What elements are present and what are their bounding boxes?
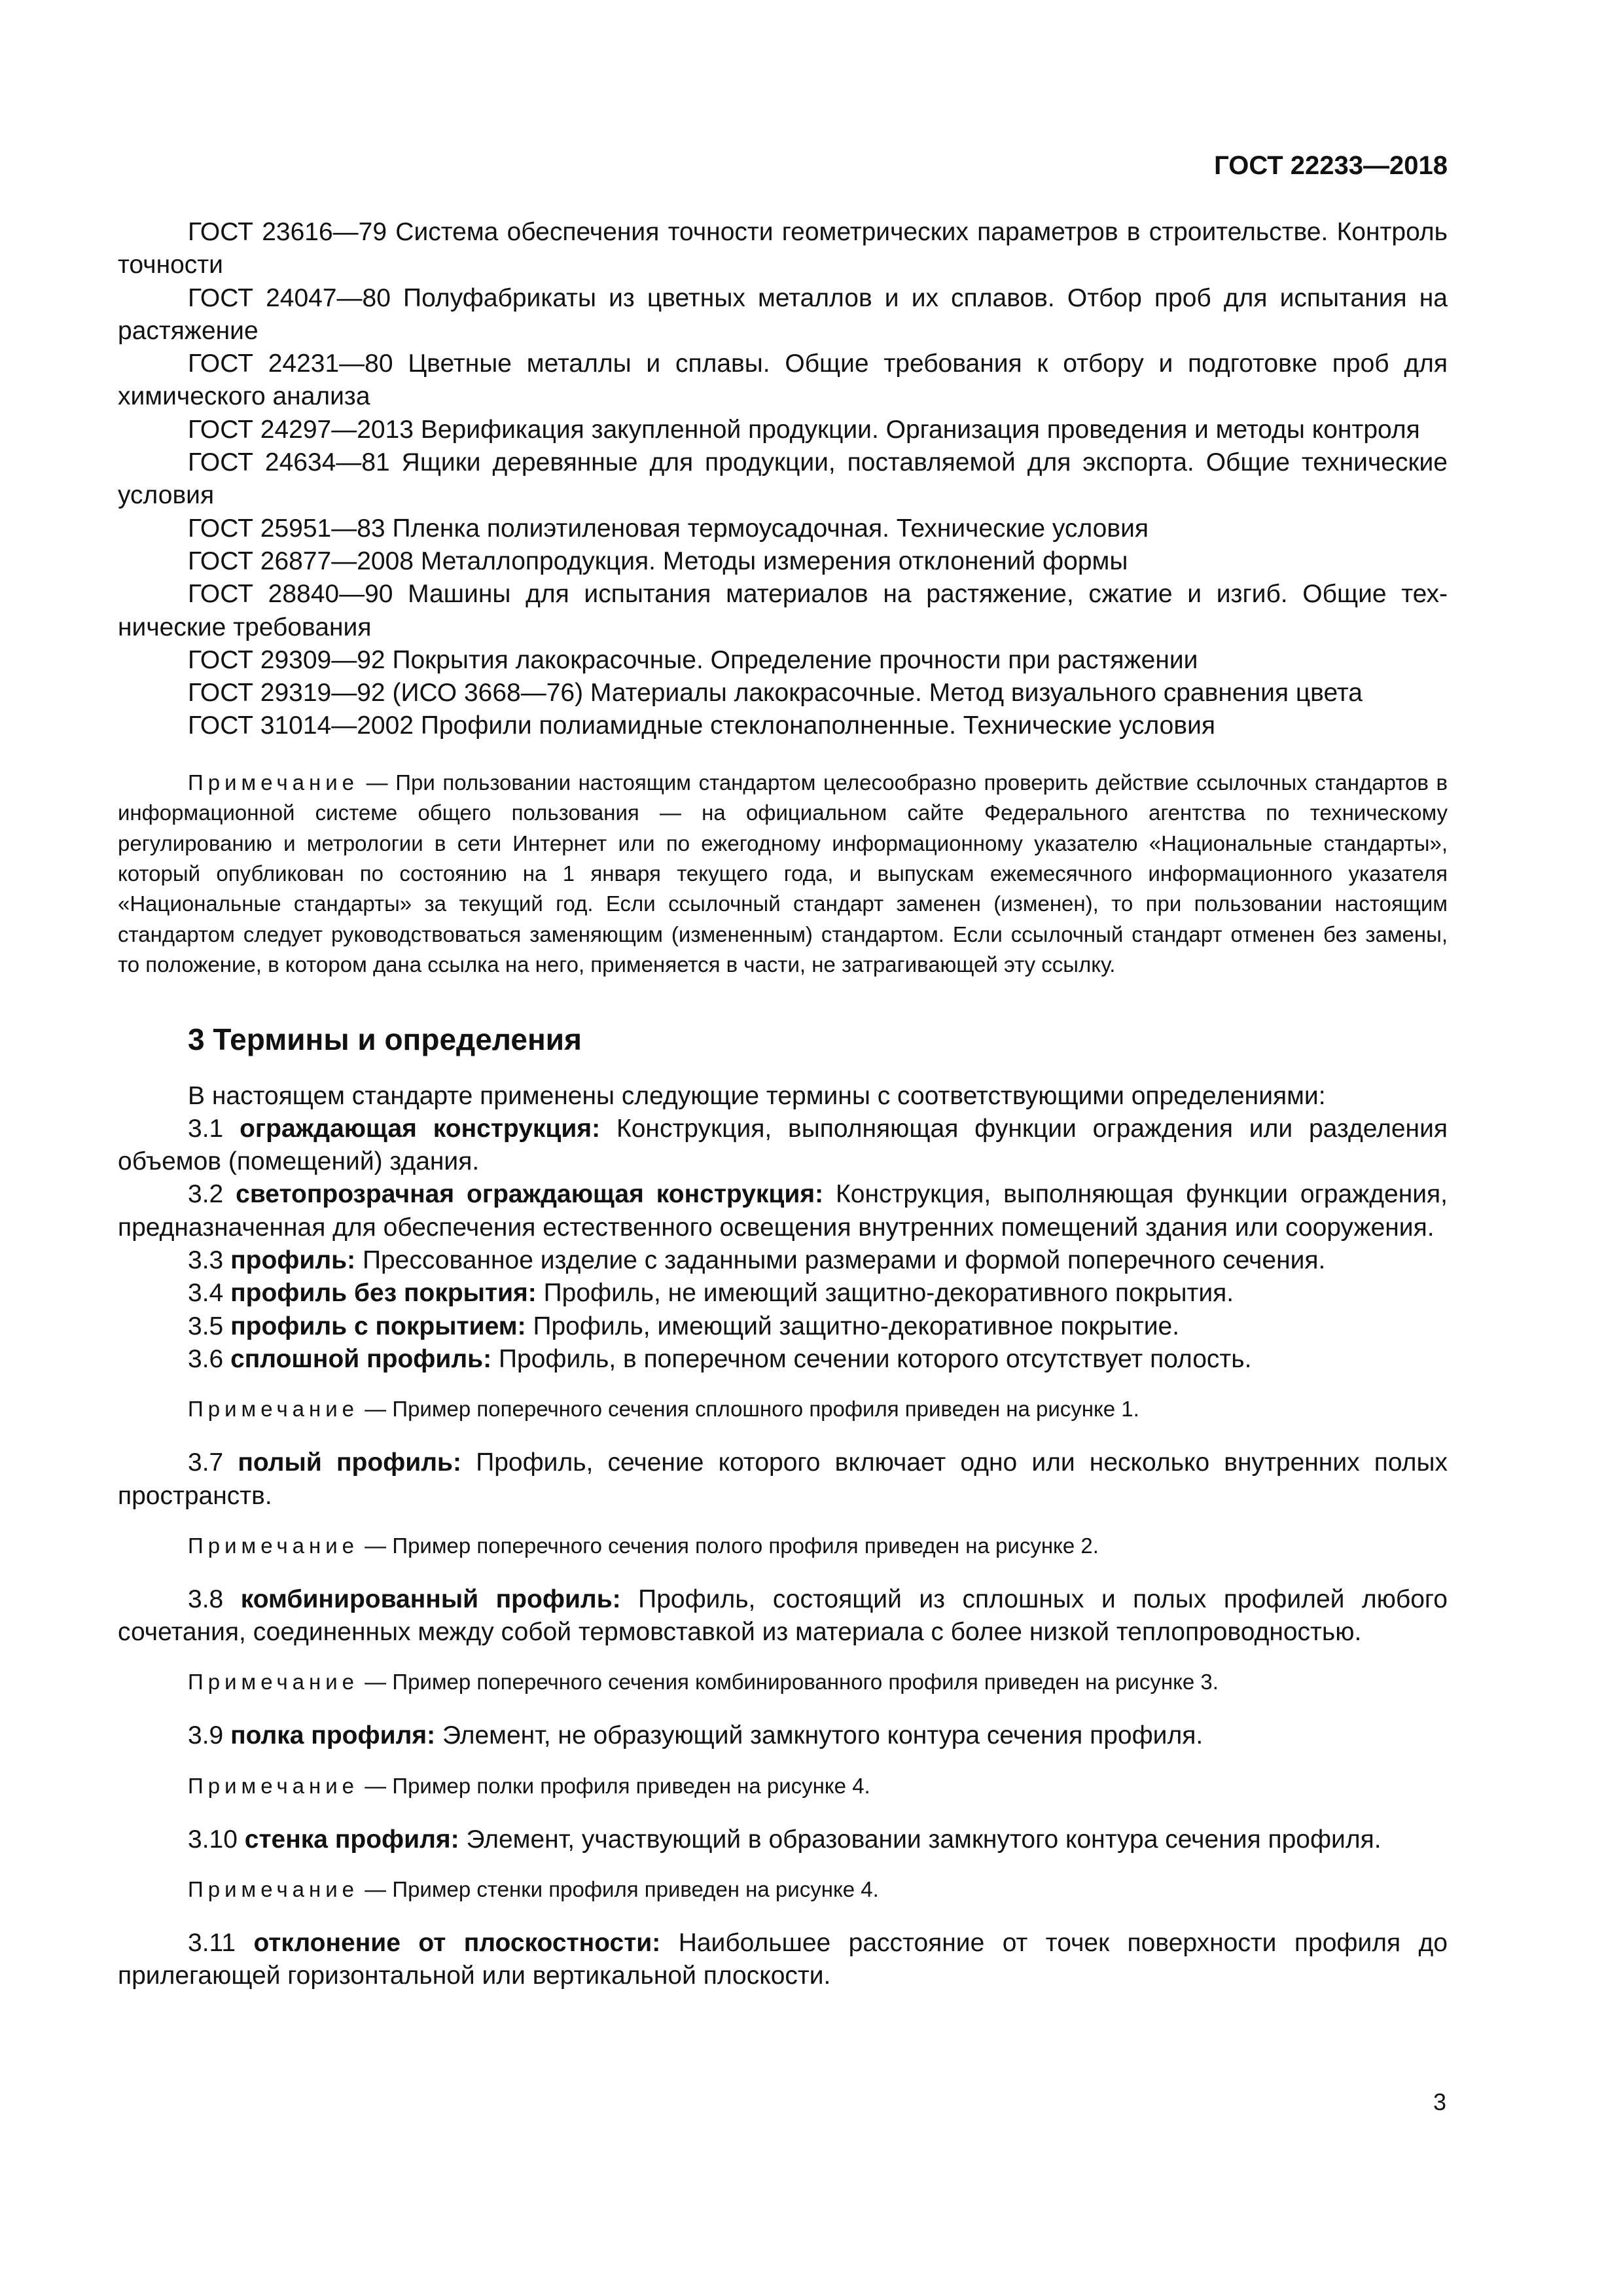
term-name: ограждающая конструкция: bbox=[240, 1114, 601, 1143]
reference-item: ГОСТ 26877—2008 Металлопродукция. Методы измерения отклонений формы bbox=[188, 547, 1128, 575]
section-intro: В настоящем стандарте применены следующие термины с соответствующими определениями: bbox=[188, 1081, 1326, 1110]
note-label: Примечание bbox=[188, 1773, 359, 1798]
reference-item: ГОСТ 31014—2002 Профили полиамидные стеклонаполненные. Технические условия bbox=[188, 711, 1215, 740]
term-definition bbox=[118, 1244, 1448, 1277]
reference-item: ГОСТ 24634—81 Ящики деревянные для продукции, поставляемой для экспорта. Общие технические условия bbox=[118, 448, 1448, 510]
reference-item: ГОСТ 23616—79 Система обеспечения точности геометрических параметров в строительстве. Контроль точности bbox=[118, 218, 1448, 279]
term-note bbox=[118, 1771, 1448, 1801]
term-number: 3.1 bbox=[188, 1114, 224, 1143]
note-dash: — bbox=[359, 1397, 393, 1422]
note-label: Примечание bbox=[188, 1670, 359, 1695]
note-dash: — bbox=[359, 1670, 393, 1695]
reference-item: ГОСТ 24231—80 Цветные металлы и сплавы. Общие требования к отбору и подготовке проб для химического анализа bbox=[118, 350, 1448, 411]
term-text: Профиль, состоящий из сплошных и полых профилей любого сочетания, соединенных между собой термовставкой из материала с более низкой теплопроводностью. bbox=[118, 1585, 1448, 1647]
term-text: Элемент, не образующий замкнутого контура сечения профиля. bbox=[442, 1721, 1204, 1750]
reference-item: ГОСТ 29319—92 (ИСО 3668—76) Материалы лакокрасочные. Метод визуального сравнения цвета bbox=[188, 679, 1363, 708]
term-name: сплошной профиль: bbox=[230, 1344, 492, 1373]
note-text: Пример стенки профиля приведен на рисунке 4. bbox=[392, 1877, 879, 1902]
term-number: 3.3 bbox=[188, 1246, 224, 1275]
note-text: Пример поперечного сечения полого профиля приведен на рисунке 2. bbox=[392, 1533, 1099, 1558]
note-label: Примечание bbox=[188, 770, 359, 795]
reference-item: ГОСТ 25951—83 Пленка полиэтиленовая термоусадочная. Технические условия bbox=[188, 514, 1149, 543]
term-text: Профиль, не имеющий защитно-декоративного покрытия. bbox=[543, 1279, 1234, 1308]
page-number: 3 bbox=[1433, 2089, 1446, 2115]
term-definition bbox=[118, 1446, 1448, 1513]
note-text: Пример полки профиля приведен на рисунке 4. bbox=[392, 1773, 870, 1798]
references-note bbox=[118, 768, 1448, 980]
term-text: Профиль, сечение которого включает одно или несколько внутренних полых пространств. bbox=[118, 1448, 1448, 1510]
note-text: При пользовании настоящим стандартом целесообразно проверить действие ссылочных стандартов в информационной системе общего пользования — на официальном сайте Федерального агентства по техническому регулированию и метрологии в сети Интернет или по ежегодному информационному указателю «Национальные стандарты», который опубликован по состоянию на 1 января текущего года, и выпускам ежемесячного информационного указателя «Национальные стандарты» за текущий год. Если ссылочный стандарт заменен (изменен), то при пользовании настоящим стандартом следует руководствоваться заменяющим (измененным) стандартом. Если ссылочный стандарт отменен без замены, то положение, в котором дана ссылка на него, применяется в части, не затрагивающей эту ссылку. bbox=[118, 770, 1448, 977]
term-name: светопрозрачная ограждающая конструкция: bbox=[236, 1180, 824, 1209]
term-text: Конструкция, выполняющая функции ограждения или разделения объемов (помещений) здания. bbox=[118, 1114, 1448, 1176]
note-label: Примечание bbox=[188, 1533, 359, 1558]
term-number: 3.5 bbox=[188, 1312, 224, 1340]
reference-item: ГОСТ 28840—90 Машины для испытания материалов на растяжение, сжатие и изгиб. Общие технические требования bbox=[118, 580, 1448, 641]
term-text: Конструкция, выполняющая функции ограждения, предназначенная для обеспечения естественного освещения внутренних помещений здания или сооружения. bbox=[118, 1180, 1448, 1242]
term-note bbox=[118, 1394, 1448, 1424]
term-number: 3.4 bbox=[188, 1279, 224, 1308]
term-definition bbox=[118, 1583, 1448, 1649]
term-number: 3.2 bbox=[188, 1180, 224, 1209]
term-definition bbox=[118, 1310, 1448, 1343]
term-definition bbox=[118, 1719, 1448, 1752]
term-note bbox=[118, 1667, 1448, 1697]
term-text: Прессованное изделие с заданными размерами и формой поперечного сечения. bbox=[362, 1246, 1326, 1275]
note-text: Пример поперечного сечения сплошного профиля приведен на рисунке 1. bbox=[392, 1397, 1139, 1422]
term-name: комбинированный профиль: bbox=[240, 1585, 621, 1613]
term-note bbox=[118, 1531, 1448, 1561]
term-number: 3.10 bbox=[188, 1825, 238, 1854]
term-name: полка профиля: bbox=[230, 1721, 436, 1750]
term-number: 3.8 bbox=[188, 1585, 224, 1613]
term-number: 3.6 bbox=[188, 1344, 224, 1373]
term-definition bbox=[118, 1823, 1448, 1856]
term-name: полый профиль: bbox=[238, 1448, 462, 1477]
term-definition bbox=[118, 1113, 1448, 1179]
section-title: 3 Термины и определения bbox=[188, 1022, 582, 1056]
term-definition bbox=[118, 1927, 1448, 1993]
page-content bbox=[118, 216, 1448, 1993]
note-label: Примечание bbox=[188, 1397, 359, 1422]
term-definition bbox=[118, 1343, 1448, 1376]
term-note bbox=[118, 1874, 1448, 1905]
note-dash: — bbox=[359, 1773, 393, 1798]
note-text: Пример поперечного сечения комбинированного профиля приведен на рисунке 3. bbox=[392, 1670, 1219, 1695]
term-definition bbox=[118, 1178, 1448, 1244]
term-definition bbox=[118, 1277, 1448, 1310]
term-number: 3.9 bbox=[188, 1721, 224, 1750]
note-label: Примечание bbox=[188, 1877, 359, 1902]
note-dash: — bbox=[359, 1533, 393, 1558]
term-text: Профиль, в поперечном сечении которого отсутствует полость. bbox=[498, 1344, 1252, 1373]
reference-item: ГОСТ 24297—2013 Верификация закупленной продукции. Организация проведения и методы контроля bbox=[188, 415, 1420, 444]
term-name: профиль с покрытием: bbox=[230, 1312, 526, 1340]
document-code-header: ГОСТ 22233—2018 bbox=[1214, 151, 1448, 180]
term-text: Наибольшее расстояние от точек поверхности профиля до прилегающей горизонтальной или вертикальной плоскости. bbox=[118, 1929, 1448, 1990]
term-text: Элемент, участвующий в образовании замкнутого контура сечения профиля. bbox=[466, 1825, 1382, 1854]
reference-item: ГОСТ 29309—92 Покрытия лакокрасочные. Определение прочности при растяжении bbox=[188, 645, 1198, 674]
term-text: Профиль, имеющий защитно-декоративное покрытие. bbox=[533, 1312, 1180, 1340]
note-dash: — bbox=[359, 1877, 393, 1902]
term-name: профиль без покрытия: bbox=[230, 1279, 537, 1308]
term-number: 3.11 bbox=[188, 1929, 236, 1958]
term-name: стенка профиля: bbox=[244, 1825, 459, 1854]
term-name: отклонение от плоскостности: bbox=[253, 1929, 661, 1958]
term-number: 3.7 bbox=[188, 1448, 224, 1477]
reference-item: ГОСТ 24047—80 Полуфабрикаты из цветных металлов и их сплавов. Отбор проб для испытания на растяжение bbox=[118, 283, 1448, 345]
normative-references-list bbox=[118, 216, 1448, 743]
term-name: профиль: bbox=[230, 1246, 356, 1275]
note-dash: — bbox=[359, 770, 396, 795]
